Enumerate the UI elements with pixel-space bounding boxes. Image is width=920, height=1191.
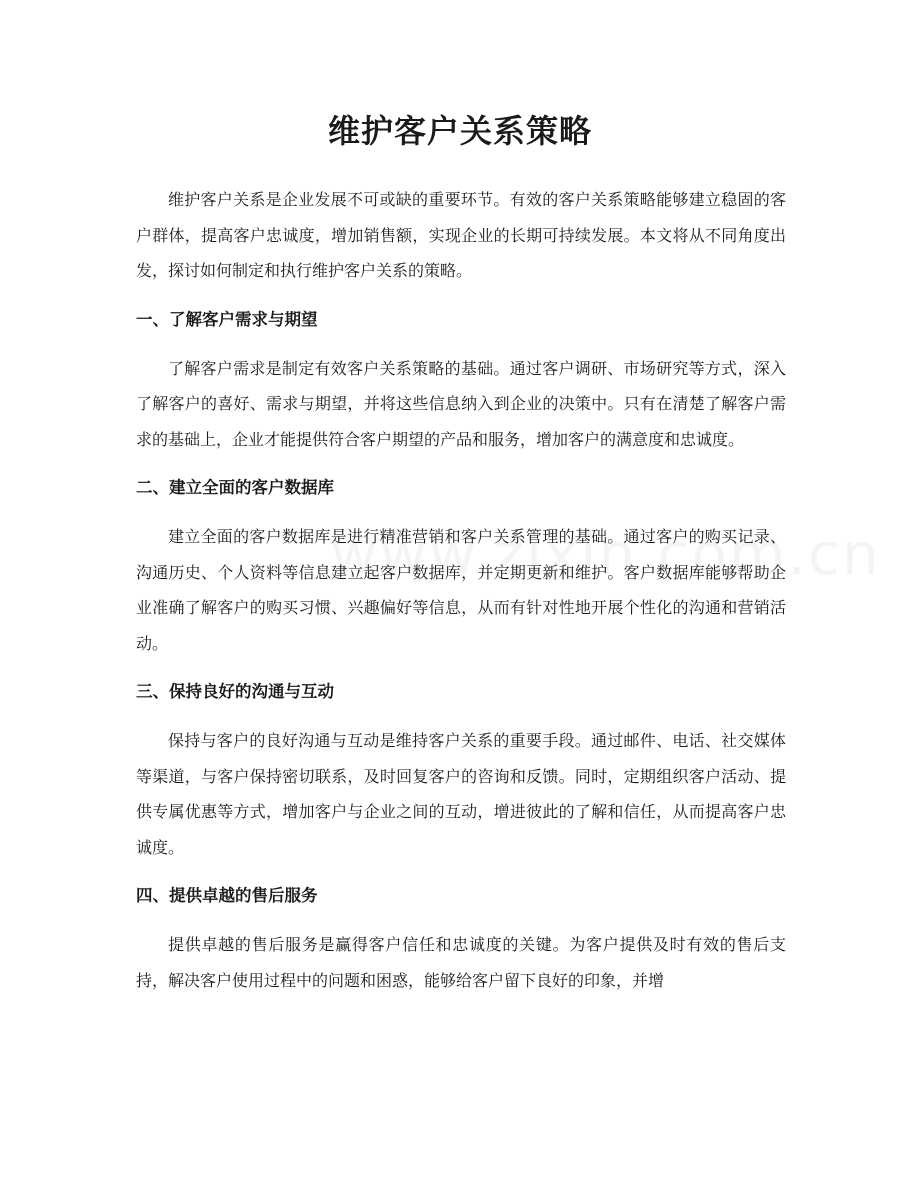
intro-paragraph: 维护客户关系是企业发展不可或缺的重要环节。有效的客户关系策略能够建立稳固的客户群体，提高客户忠诚度，增加销售额，实现企业的长期可持续发展。本文将从不同角度出发，探讨如何制定和执行维护客户关系的策略。: [136, 190, 786, 280]
document-body: [136, 182, 786, 998]
section-2-heading: 二、建立全面的客户数据库: [136, 478, 334, 497]
document-title: 维护客户关系策略: [327, 112, 592, 150]
section-4-paragraph: 提供卓越的售后服务是赢得客户信任和忠诚度的关键。为客户提供及时有效的售后支持，解决客户使用过程中的问题和困惑，能够给客户留下良好的印象，并增: [136, 935, 786, 990]
section-1-paragraph: 了解客户需求是制定有效客户关系策略的基础。通过客户调研、市场研究等方式，深入了解客户的喜好、需求与期望，并将这些信息纳入到企业的决策中。只有在清楚了解客户需求的基础上，企业才能提供符合客户期望的产品和服务，增加客户的满意度和忠诚度。: [136, 358, 786, 449]
section-3-heading: 三、保持良好的沟通与互动: [136, 682, 334, 701]
section-4-heading: 四、提供卓越的售后服务: [136, 886, 318, 905]
section-2-paragraph: 建立全面的客户数据库是进行精准营销和客户关系管理的基础。通过客户的购买记录、沟通历史、个人资料等信息建立起客户数据库，并定期更新和维护。客户数据库能够帮助企业准确了解客户的购买习惯、兴趣偏好等信息，从而有针对性地开展个性化的沟通和营销活动。: [136, 527, 786, 653]
section-1-heading: 一、了解客户需求与期望: [136, 309, 318, 329]
section-3-paragraph: 保持与客户的良好沟通与互动是维持客户关系的重要手段。通过邮件、电话、社交媒体等渠道，与客户保持密切联系，及时回复客户的咨询和反馈。同时，定期组织客户活动、提供专属优惠等方式，增加客户与企业之间的互动，增进彼此的了解和信任，从而提高客户忠诚度。: [136, 731, 786, 857]
